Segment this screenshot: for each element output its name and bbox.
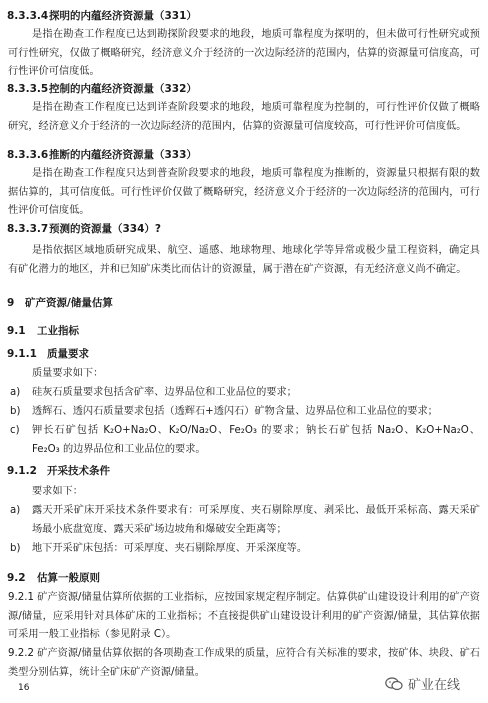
- heading-8-3-3-4: [7, 9, 197, 23]
- list-item: [10, 540, 480, 559]
- section-title: 控制的内蕴经济资源量（332）: [49, 83, 197, 95]
- section-title: 质量要求: [47, 348, 89, 360]
- section-title: 工业指标: [37, 325, 79, 337]
- heading-8-3-3-7: [7, 222, 161, 236]
- paragraph-mining-intro: 要求如下：: [32, 486, 83, 497]
- section-number: 8.3.3.4: [7, 10, 49, 22]
- paragraph-8-3-3-6: 是指在勘查工作程度只达到普查阶段要求的地段，地质可靠程度为推断的，资源量只根据有限的数据估算的，其可信度低。可行性评价仅做了概略研究，经济意义介于经济的一次边际经济的范围内，可行性评价可信度低。: [8, 168, 480, 216]
- section-title: 估算一般原则: [37, 572, 100, 584]
- watermark: [385, 674, 460, 693]
- heading-9-1: [7, 324, 79, 338]
- heading-9-2: [7, 571, 100, 585]
- page-number: 16: [18, 683, 30, 693]
- list-text: 钾长石矿包括 K₂O+Na₂O、K₂O/Na₂O、Fe₂O₃ 的要求；钠长石矿包括 Na₂O、K₂O+Na₂O、Fe₂O₃ 的边界品位和工业品位的要求。: [32, 425, 480, 455]
- list-item: [10, 403, 480, 422]
- list-marker: a): [10, 387, 21, 398]
- list-text: 地下开采矿床包括：可采厚度、夹石剔除厚度、开采深度等。: [32, 543, 308, 554]
- paragraph-8-3-3-4: 是指在勘查工作程度已达到勘探阶段要求的地段，地质可靠程度为探明的，但未做可行性研究或预可行性研究，仅做了概略研究，经济意义介于经济的一次边际经济的范围内，估算的资源量可信度高，可行性评价可信度低。: [8, 29, 480, 77]
- wechat-logo-icon: [385, 677, 403, 691]
- paragraph-8-3-3-5: 是指在勘查工作程度已达到详查阶段要求的地段，地质可靠程度为控制的，可行性评价仅做了概略研究，经济意义介于经济的一次边际经济的范围内，估算的资源量可信度较高，可行性评价可信度低。: [8, 102, 480, 132]
- list-marker: b): [10, 543, 21, 554]
- paragraph-8-3-3-7: 是指依据区域地质研究成果、航空、遥感、地球物理、地球化学等异常或极少量工程资料，确定具有矿化潜力的地区，并和已知矿床类比而估计的资源量，属于潜在矿产资源，有无经济意义尚不确定。: [8, 245, 480, 275]
- section-title: 矿产资源/储量估算: [25, 297, 113, 309]
- heading-9-1-1: [7, 347, 89, 361]
- section-title: 开采技术条件: [47, 465, 110, 477]
- paragraph-quality-intro: 质量要求如下：: [32, 368, 104, 379]
- paragraph-9-2-2: 9.2.2 矿产资源/储量估算依据的各项勘查工作成果的质量，应符合有关标准的要求，按矿体、块段、矿石类型分别估算，统计全矿床矿产资源/储量。: [8, 648, 480, 678]
- section-number: 9.1.2: [7, 465, 37, 477]
- list-item: [10, 384, 480, 403]
- heading-8-3-3-6: [7, 148, 197, 162]
- section-number: 8.3.3.7: [7, 223, 49, 235]
- paragraph-9-2-1: 9.2.1 矿产资源/储量估算所依据的工业指标，应按国家规定程序制定。估算供矿山建设设计利用的矿产资源/储量，应采用针对具体矿床的工业指标；不直接提供矿山建设设计利用的矿产资源/储量，其估算依据可采用一般工业指标（参见附录 C）。: [8, 592, 480, 640]
- list-item: [10, 502, 480, 539]
- section-number: 8.3.3.6: [7, 149, 49, 161]
- section-title: 预测的资源量（334）?: [49, 223, 162, 235]
- section-title: 推断的内蕴经济资源量（333）: [49, 149, 197, 161]
- heading-9: [7, 296, 113, 310]
- list-text: 露天开采矿床开采技术条件要求有：可采厚度、夹石剔除厚度、剥采比、最低开采标高、露天采矿场最小底盘宽度、露天采矿场边坡角和爆破安全距离等；: [32, 505, 480, 535]
- section-title: 探明的内蕴经济资源量（331）: [49, 10, 197, 22]
- section-number: 9.1.1: [7, 348, 37, 360]
- section-number: 9.2: [7, 572, 26, 584]
- list-text: 透辉石、透闪石质量要求包括（透辉石+透闪石）矿物含量、边界品位和工业品位的要求；: [32, 406, 438, 417]
- list-marker: c): [10, 425, 20, 436]
- section-number: 8.3.3.5: [7, 83, 49, 95]
- heading-9-1-2: [7, 464, 110, 478]
- list-item: [10, 422, 480, 459]
- list-text: 硅灰石质量要求包括含矿率、边界品位和工业品位的要求；: [32, 387, 297, 398]
- section-number: 9.1: [7, 325, 26, 337]
- section-number: 9: [7, 297, 15, 309]
- list-marker: b): [10, 406, 21, 417]
- list-marker: a): [10, 505, 21, 516]
- heading-8-3-3-5: [7, 82, 197, 96]
- watermark-text: 矿业在线: [408, 678, 461, 693]
